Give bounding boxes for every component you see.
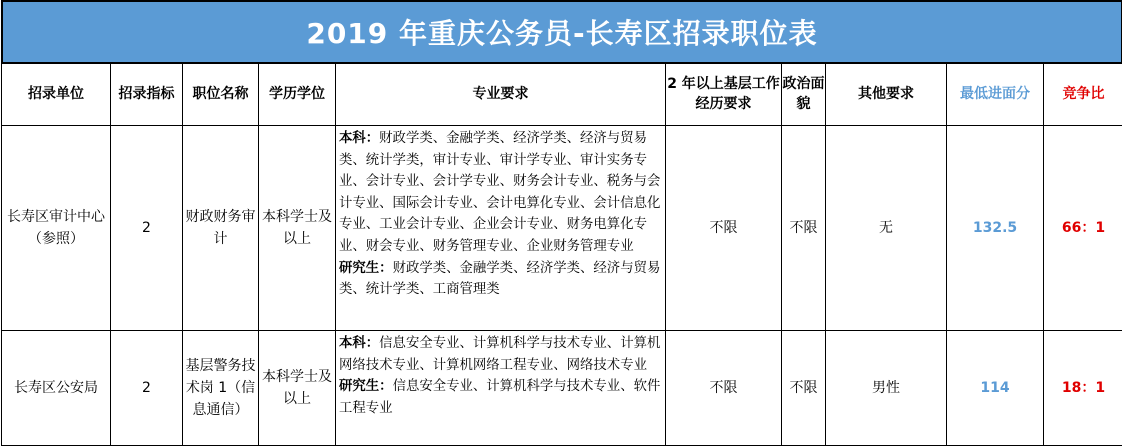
- cell-education: 本科学士及以上: [259, 331, 336, 446]
- header-row: [2, 63, 1122, 126]
- cell-experience: 不限: [666, 331, 782, 446]
- header-ratio: 竞争比: [1044, 63, 1122, 126]
- cell-politics: 不限: [782, 331, 826, 446]
- cell-position: 基层警务技术岗 1（信息通信）: [183, 331, 259, 446]
- table-row: [2, 126, 1122, 331]
- major-undergrad-text: 财政学类、金融学类、经济学类、经济与贸易类、统计学类，审计专业、审计学专业、审计实务专业、会计专业、会计学专业、财务会计专业、税务与会计专业、国际会计专业、会计电算化专业、会计信息化专业、工业会计专业、企业会计专业、财务电算化专业、财会专业、财务管理专业、企业财务管理专业: [339, 131, 660, 254]
- major-undergrad-label: 本科：: [339, 131, 379, 146]
- cell-unit: 长寿区公安局: [2, 331, 111, 446]
- cell-ratio: 18：1: [1044, 331, 1122, 446]
- cell-major: [336, 331, 666, 446]
- cell-major: [336, 126, 666, 331]
- table-row: [2, 331, 1122, 446]
- header-other: 其他要求: [826, 63, 947, 126]
- header-politics: 政治面貌: [782, 63, 826, 126]
- header-unit: 招录单位: [2, 63, 111, 126]
- header-experience: 2 年以上基层工作经历要求: [666, 63, 782, 126]
- major-grad-label: 研究生：: [339, 261, 393, 276]
- positions-table: [1, 62, 1122, 446]
- cell-quota: 2: [111, 331, 183, 446]
- cell-politics: 不限: [782, 126, 826, 331]
- major-grad-label: 研究生：: [339, 379, 393, 394]
- header-min-score: 最低进面分: [947, 63, 1044, 126]
- major-undergrad-label: 本科：: [339, 336, 379, 351]
- cell-position: 财政财务审计: [183, 126, 259, 331]
- header-position: 职位名称: [183, 63, 259, 126]
- sheet-title: 2019 年重庆公务员-长寿区招录职位表: [306, 12, 817, 52]
- cell-education: 本科学士及以上: [259, 126, 336, 331]
- major-grad-text: 财政学类、金融学类、经济学类、经济与贸易类、统计学类、工商管理类: [339, 261, 660, 298]
- header-major: 专业要求: [336, 63, 666, 126]
- cell-unit: 长寿区审计中心（参照）: [2, 126, 111, 331]
- recruitment-sheet: [1, 0, 1121, 443]
- cell-experience: 不限: [666, 126, 782, 331]
- major-grad-text: 信息安全专业、计算机科学与技术专业、软件工程专业: [339, 379, 660, 416]
- cell-other: 男性: [826, 331, 947, 446]
- header-quota: 招录指标: [111, 63, 183, 126]
- cell-min-score: 132.5: [947, 126, 1044, 331]
- header-education: 学历学位: [259, 63, 336, 126]
- cell-quota: 2: [111, 126, 183, 331]
- title-bar: [1, 0, 1122, 64]
- cell-ratio: 66：1: [1044, 126, 1122, 331]
- cell-other: 无: [826, 126, 947, 331]
- cell-min-score: 114: [947, 331, 1044, 446]
- major-undergrad-text: 信息安全专业、计算机科学与技术专业、计算机网络技术专业、计算机网络工程专业、网络技术专业: [339, 336, 660, 373]
